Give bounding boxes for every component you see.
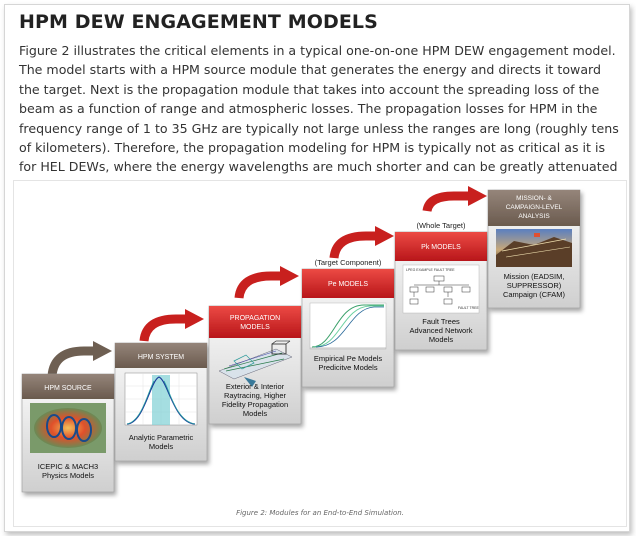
- pk-above-label: (Whole Target): [416, 221, 466, 230]
- article-frame: [4, 4, 630, 532]
- module-2-header: HPM SYSTEM: [137, 354, 185, 361]
- module-6-header-line-1: MISSION- &: [516, 195, 552, 202]
- arrow-2: [144, 309, 204, 341]
- module-3-desc-line-1: Exterior & Interior: [225, 382, 285, 391]
- fault-tree-caption: LPEG EXAMPLE FAULT TREE: [406, 268, 455, 272]
- modules-diagram: [14, 181, 626, 526]
- module-5-desc-line-2: Advanced Network: [409, 326, 473, 335]
- fault-tree-label: FAULT TREE: [458, 306, 479, 310]
- module-6-header-line-3: ANALYSIS: [518, 213, 550, 220]
- module-6-desc-line-3: Campaign (CFAM): [502, 290, 566, 299]
- arrow-5: [427, 186, 487, 211]
- module-3-desc-line-4: Models: [242, 409, 268, 418]
- module-3-desc-line-3: Fidelity Propagation: [221, 400, 289, 409]
- section-heading: HPM DEW ENGAGEMENT MODELS: [19, 11, 378, 33]
- module-1-desc-line-1: ICEPIC & MACH3: [37, 462, 99, 471]
- module-5-header: Pk MODELS: [421, 244, 461, 251]
- system-plot: [125, 373, 197, 425]
- figure-2: [13, 180, 627, 527]
- mission-image: [496, 229, 572, 267]
- module-2-desc-line-2: Models: [148, 442, 174, 451]
- body-paragraph: Figure 2 illustrates the critical elements in a typical one-on-one HPM DEW engagement model. The model starts with a HPM source module that generates the energy and directs it toward the target. Next is the propagation module that takes into account the spreading loss of the beam as a function of range and atmospheric losses. The propagation losses for HPM in the frequency range of 1 to 35 GHz are typically not large unless the ranges are long (roughly tens of kilometers). Therefore, the propagation modeling for HPM is typically not as critical as it is for HEL DEWs, where the energy wavelengths are much shorter and can be greatly attenuated: [19, 43, 619, 175]
- module-3-header-line-2: MODELS: [240, 324, 270, 331]
- module-3-desc-line-2: Raytracing, Higher: [223, 391, 287, 400]
- figure-caption: Figure 2: Modules for an End-to-End Simulation.: [236, 509, 404, 517]
- module-5-desc-line-1: Fault Trees: [422, 317, 460, 326]
- module-6-desc-line-1: Mission (EADSIM,: [503, 272, 565, 281]
- module-6-desc-line-2: SUPPRESSOR): [506, 281, 562, 290]
- module-2-desc-line-1: Analytic Parametric: [128, 433, 194, 442]
- module-4-desc-line-2: Predicitve Models: [318, 363, 378, 372]
- module-1-header: HPM SOURCE: [44, 385, 92, 392]
- module-1-desc-line-2: Physics Models: [41, 471, 95, 480]
- module-4-desc-line-1: Empirical Pe Models: [313, 354, 383, 363]
- arrow-3: [239, 266, 299, 298]
- module-4-header: Pe MODELS: [327, 281, 369, 288]
- module-3-header-line-1: PROPAGATION: [229, 315, 281, 322]
- module-6-header-line-2: CAMPAIGN-LEVEL: [505, 204, 563, 211]
- module-5-desc-line-3: Models: [428, 335, 454, 344]
- arrow-4: [334, 226, 394, 258]
- arrow-1: [52, 341, 112, 376]
- pe-curves: [310, 303, 386, 349]
- source-image: [30, 403, 106, 453]
- fault-tree-image: [403, 265, 479, 313]
- pe-above-label: (Target Component): [314, 258, 382, 267]
